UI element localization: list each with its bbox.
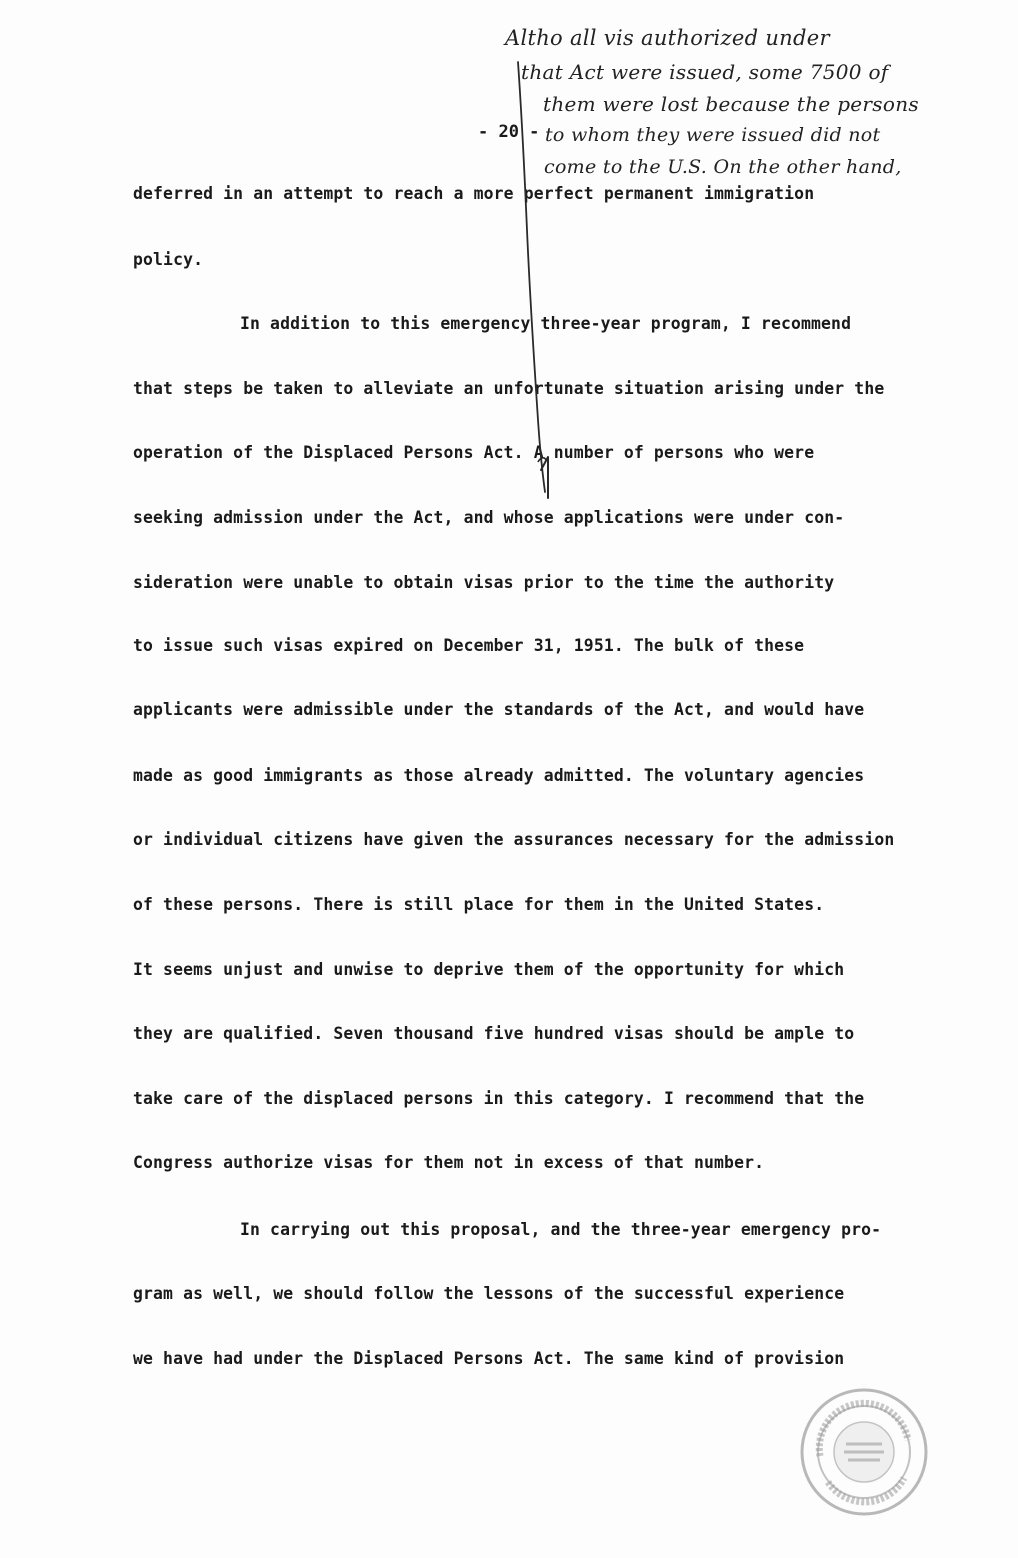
library-stamp-icon xyxy=(798,1386,930,1518)
text-line: seeking admission under the Act, and whose applications were under con- xyxy=(133,508,845,527)
text-line: policy. xyxy=(133,250,204,269)
text-line: made as good immigrants as those already admitted. The voluntary agencies xyxy=(133,766,865,785)
text-line: that steps be taken to alleviate an unfortunate situation arising under the xyxy=(133,379,885,398)
handwritten-note-line: Altho all vis authorized under xyxy=(505,26,830,50)
text-line: of these persons. There is still place for them in the United States. xyxy=(133,895,825,914)
paragraph-first-line: In carrying out this proposal, and the three-year emergency pro- xyxy=(240,1220,882,1239)
handwritten-note-line: come to the U.S. On the other hand, xyxy=(544,156,902,178)
text-line: take care of the displaced persons in this category. I recommend that the xyxy=(133,1089,865,1108)
handwritten-note-line: them were lost because the persons xyxy=(543,92,919,116)
text-line: gram as well, we should follow the lessons of the successful experience xyxy=(133,1284,845,1303)
text-line: to issue such visas expired on December 31, 1951. The bulk of these xyxy=(133,636,805,655)
text-line: operation of the Displaced Persons Act. A number of persons who were xyxy=(133,443,815,462)
handwritten-note-line: that Act were issued, some 7500 of xyxy=(521,60,889,84)
text-line: deferred in an attempt to reach a more perfect permanent immigration xyxy=(133,184,815,203)
paragraph-first-line: In addition to this emergency three-year program, I recommend xyxy=(240,314,852,333)
handwritten-note-line: to whom they were issued did not xyxy=(545,124,881,146)
text-line: or individual citizens have given the assurances necessary for the admission xyxy=(133,830,895,849)
text-line: Congress authorize visas for them not in excess of that number. xyxy=(133,1153,765,1172)
text-line: applicants were admissible under the standards of the Act, and would have xyxy=(133,700,865,719)
text-line: they are qualified. Seven thousand five hundred visas should be ample to xyxy=(133,1024,855,1043)
text-line: It seems unjust and unwise to deprive them of the opportunity for which xyxy=(133,960,845,979)
text-line: we have had under the Displaced Persons Act. The same kind of provision xyxy=(133,1349,845,1368)
page-number: - 20 - xyxy=(478,122,540,142)
text-line: sideration were unable to obtain visas prior to the time the authority xyxy=(133,573,835,592)
